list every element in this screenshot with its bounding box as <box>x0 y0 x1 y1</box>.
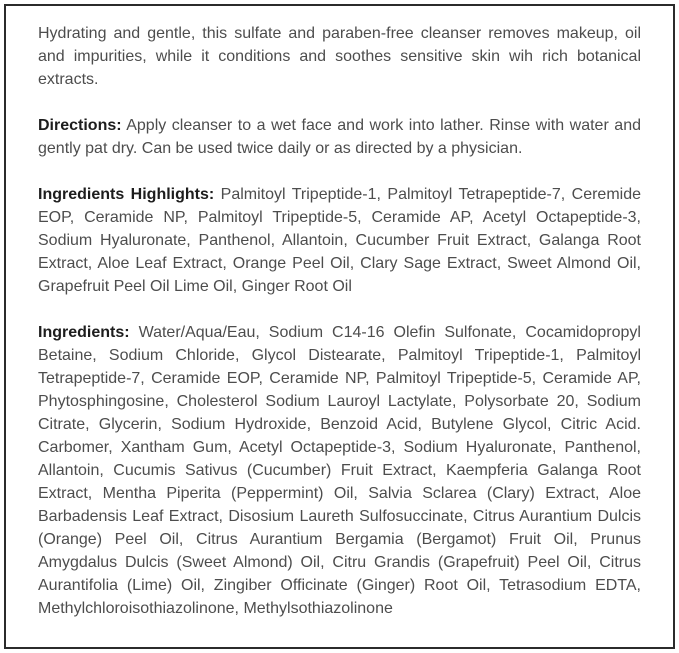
overview-paragraph <box>38 22 641 91</box>
directions-text: Apply cleanser to a wet face and work into lather. Rinse with water and gently pat dry. Can be used twice daily or as directed by a physician. <box>38 117 642 157</box>
ingredients-highlights-paragraph <box>38 183 641 298</box>
directions-paragraph <box>38 114 641 160</box>
ingredients-label: Ingredients: <box>38 324 130 341</box>
ingredients-paragraph <box>38 321 641 620</box>
product-info-card <box>4 4 675 649</box>
ingredients-highlights-text: Palmitoyl Tripeptide-1, Palmitoyl Tetrapeptide-7, Ceremide EOP, Ceramide NP, Palmitoyl Tripeptide-5, Ceramide AP, Acetyl Octapeptide-3, Sodium Hyaluronate, Panthenol, Allantoin, Cucumber Fruit Extract, Galanga Root Extract, Aloe Leaf Extract, Orange Peel Oil, Clary Sage Extract, Sweet Almond Oil, Grapefruit Peel Oil Lime Oil, Ginger Root Oil <box>38 186 641 295</box>
ingredients-text: Water/Aqua/Eau, Sodium C14-16 Olefin Sulfonate, Cocamidopropyl Betaine, Sodium Chloride, Glycol Distearate, Palmitoyl Tripeptide-1, Palmitoyl Tetrapeptide-7, Ceramide EOP, Ceramide NP, Palmitoyl Tripeptide-5, Ceramide AP, Phytosphingosine, Cholesterol Sodium Lauroyl Lactylate, Polysorbate 20, Sodium Citrate, Glycerin, Sodium Hydroxide, Benzoid Acid, Butylene Glycol, Citric Acid. Carbomer, Xantham Gum, Acetyl Octapeptide-3, Sodium Hyaluronate, Panthenol, Allantoin, Cucumis Sativus (Cucumber) Fruit Extract, Kaempferia Galanga Root Extract, Mentha Piperita (Peppermint) Oil, Salvia Sclarea (Clary) Extract, Aloe Barbadensis Leaf Extract, Disosium Laureth Sulfosuccinate, Citrus Aurantium Dulcis (Orange) Peel Oil, Citrus Aurantium Bergamia (Bergamot) Fruit Oil, Prunus Amygdalus Dulcis (Sweet Almond) Oil, Citru Grandis (Grapefruit) Peel Oil, Citrus Aurantifolia (Lime) Oil, Zingiber Officinate (Ginger) Root Oil, Tetrasodium EDTA, Methylchloroisothiazolinone, Methylsothiazolinone <box>38 324 641 617</box>
overview-text: Hydrating and gentle, this sulfate and paraben-free cleanser removes makeup, oil and impurities, while it conditions and soothes sensitive skin wih rich botanical extracts. <box>38 25 641 88</box>
ingredients-highlights-label: Ingredients Highlights: <box>38 186 215 203</box>
directions-label: Directions: <box>38 117 122 134</box>
